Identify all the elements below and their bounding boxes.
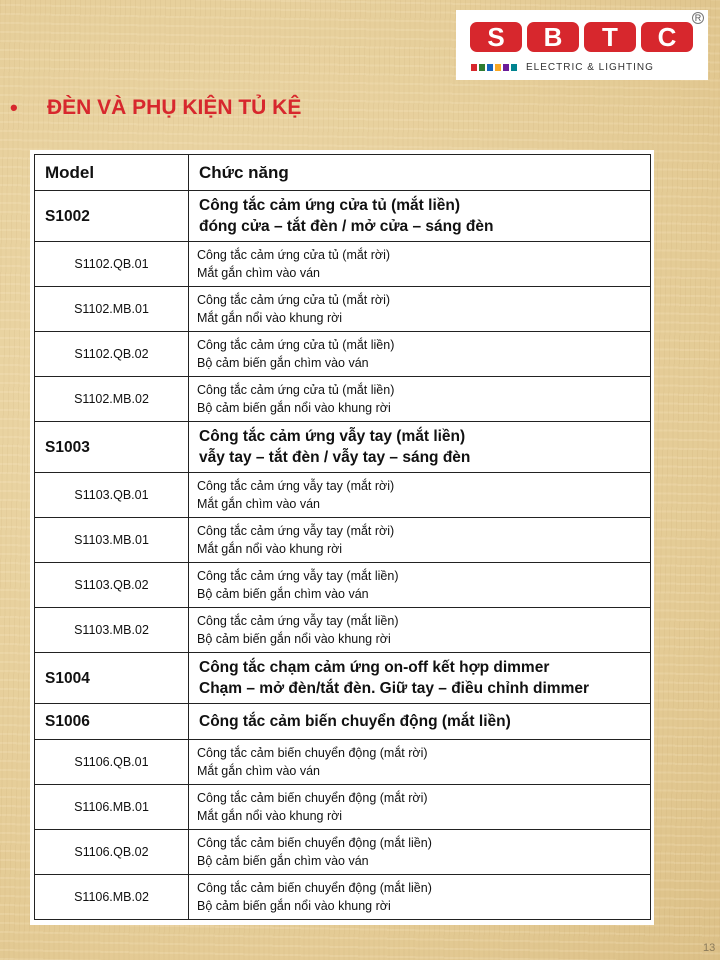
logo-letters xyxy=(470,22,693,52)
model-cell xyxy=(35,740,189,785)
page-number: 13 xyxy=(703,942,716,954)
function-cell-text: Bộ cảm biến gắn nổi vào khung rời xyxy=(197,899,391,913)
model-cell-text: S1103.QB.02 xyxy=(74,578,149,592)
function-cell-text: Công tắc cảm biến chuyển động (mắt liền) xyxy=(197,836,432,850)
bullet-icon: • xyxy=(10,95,18,120)
table-row xyxy=(35,518,651,563)
function-cell-text: Mắt gắn chìm vào ván xyxy=(197,497,320,511)
registered-mark: R xyxy=(692,12,704,24)
function-cell-text: Mắt gắn nổi vào khung rời xyxy=(197,542,343,556)
function-cell xyxy=(189,740,651,785)
model-cell-text: S1103.MB.02 xyxy=(74,623,149,637)
spec-table xyxy=(34,154,651,920)
function-cell-text: Mắt gắn chìm vào ván xyxy=(197,266,320,280)
group-function-cell xyxy=(189,422,651,473)
group-model-cell-text: S1006 xyxy=(45,713,90,730)
model-cell xyxy=(35,473,189,518)
function-cell xyxy=(189,518,651,563)
logo-letter: C xyxy=(641,22,693,52)
model-cell-text: S1103.QB.01 xyxy=(74,488,149,502)
function-cell-text: Bộ cảm biến gắn chìm vào ván xyxy=(197,587,369,601)
model-cell-text: S1106.QB.01 xyxy=(74,755,149,769)
function-cell-text: Bộ cảm biến gắn nổi vào khung rời xyxy=(197,632,391,646)
group-function-cell xyxy=(189,191,651,242)
function-cell xyxy=(189,830,651,875)
function-cell-text: Công tắc cảm ứng cửa tủ (mắt liền) xyxy=(197,338,395,352)
group-function-cell-text: Công tắc cảm biến chuyển động (mắt liền) xyxy=(199,713,511,730)
group-function-cell-text: đóng cửa – tắt đèn / mở cửa – sáng đèn xyxy=(199,218,494,235)
function-cell-text: Bộ cảm biến gắn nổi vào khung rời xyxy=(197,401,391,415)
model-cell xyxy=(35,563,189,608)
table-row xyxy=(35,785,651,830)
function-cell-text: Công tắc cảm ứng vẫy tay (mắt liền) xyxy=(197,569,399,583)
brand-logo xyxy=(456,10,708,80)
model-cell xyxy=(35,377,189,422)
model-cell-text: S1103.MB.01 xyxy=(74,533,149,547)
function-cell xyxy=(189,377,651,422)
model-cell xyxy=(35,875,189,920)
model-cell xyxy=(35,608,189,653)
function-cell xyxy=(189,287,651,332)
function-cell-text: Công tắc cảm ứng vẫy tay (mắt rời) xyxy=(197,479,395,493)
group-model-cell xyxy=(35,422,189,473)
column-header-model: Model xyxy=(35,155,189,191)
group-function-cell-text: vẫy tay – tắt đèn / vẫy tay – sáng đèn xyxy=(199,449,471,466)
table-row xyxy=(35,242,651,287)
model-cell xyxy=(35,785,189,830)
function-cell xyxy=(189,563,651,608)
function-cell-text: Bộ cảm biến gắn chìm vào ván xyxy=(197,356,369,370)
table-row-group xyxy=(35,704,651,740)
function-cell-text: Công tắc cảm ứng cửa tủ (mắt liền) xyxy=(197,383,395,397)
function-cell-text: Mắt gắn chìm vào ván xyxy=(197,764,320,778)
logo-letter: S xyxy=(470,22,522,52)
logo-letter: B xyxy=(527,22,579,52)
model-cell xyxy=(35,332,189,377)
table-body xyxy=(35,191,651,920)
function-cell-text: Công tắc cảm ứng cửa tủ (mắt rời) xyxy=(197,248,391,262)
model-cell xyxy=(35,287,189,332)
logo-tagline: ELECTRIC & LIGHTING xyxy=(526,62,654,73)
table-row-group xyxy=(35,653,651,704)
table-row xyxy=(35,473,651,518)
model-cell-text: S1106.MB.02 xyxy=(74,890,149,904)
group-function-cell-text: Công tắc cảm ứng vẫy tay (mắt liền) xyxy=(199,428,466,445)
group-function-cell-text: Công tắc cảm ứng cửa tủ (mắt liền) xyxy=(199,197,461,214)
group-function-cell-text: Công tắc chạm cảm ứng on-off kết hợp dimmer xyxy=(199,659,550,676)
model-cell xyxy=(35,242,189,287)
function-cell xyxy=(189,875,651,920)
model-cell-text: S1106.QB.02 xyxy=(74,845,149,859)
function-cell-text: Mắt gắn nổi vào khung rời xyxy=(197,311,343,325)
group-model-cell-text: S1003 xyxy=(45,438,90,456)
table-row xyxy=(35,740,651,785)
table-header-row xyxy=(35,155,651,191)
function-cell xyxy=(189,332,651,377)
function-cell xyxy=(189,785,651,830)
group-model-cell xyxy=(35,704,189,740)
function-cell-text: Công tắc cảm ứng vẫy tay (mắt liền) xyxy=(197,614,399,628)
model-cell-text: S1102.MB.01 xyxy=(74,302,149,316)
function-cell xyxy=(189,473,651,518)
function-cell xyxy=(189,242,651,287)
table-row xyxy=(35,563,651,608)
table-row xyxy=(35,332,651,377)
function-cell-text: Công tắc cảm biến chuyển động (mắt rời) xyxy=(197,791,428,805)
function-cell-text: Bộ cảm biến gắn chìm vào ván xyxy=(197,854,369,868)
group-model-cell xyxy=(35,191,189,242)
group-model-cell xyxy=(35,653,189,704)
table-row xyxy=(35,287,651,332)
model-cell-text: S1102.QB.02 xyxy=(74,347,149,361)
group-function-cell xyxy=(189,653,651,704)
logo-letter: T xyxy=(584,22,636,52)
group-function-cell-text: Chạm – mở đèn/tắt đèn. Giữ tay – điều chỉnh dimmer xyxy=(199,680,590,697)
group-model-cell-text: S1004 xyxy=(45,669,90,687)
table-row-group xyxy=(35,422,651,473)
column-header-function: Chức năng xyxy=(189,155,651,191)
model-cell-text: S1106.MB.01 xyxy=(74,800,149,814)
model-cell xyxy=(35,830,189,875)
function-cell-text: Công tắc cảm biến chuyển động (mắt rời) xyxy=(197,746,428,760)
logo-stripes-icon xyxy=(471,64,517,71)
function-cell-text: Mắt gắn nổi vào khung rời xyxy=(197,809,343,823)
table-row xyxy=(35,875,651,920)
model-cell xyxy=(35,518,189,563)
function-cell-text: Công tắc cảm ứng vẫy tay (mắt rời) xyxy=(197,524,395,538)
model-cell-text: S1102.QB.01 xyxy=(74,257,149,271)
group-function-cell xyxy=(189,704,651,740)
page-title: ĐÈN VÀ PHỤ KIỆN TỦ KỆ xyxy=(47,96,302,119)
group-model-cell-text: S1002 xyxy=(45,207,90,225)
table-row-group xyxy=(35,191,651,242)
table-row xyxy=(35,377,651,422)
function-cell xyxy=(189,608,651,653)
table-row xyxy=(35,608,651,653)
function-cell-text: Công tắc cảm ứng cửa tủ (mắt rời) xyxy=(197,293,391,307)
model-cell-text: S1102.MB.02 xyxy=(74,392,149,406)
function-cell-text: Công tắc cảm biến chuyển động (mắt liền) xyxy=(197,881,432,895)
table-row xyxy=(35,830,651,875)
